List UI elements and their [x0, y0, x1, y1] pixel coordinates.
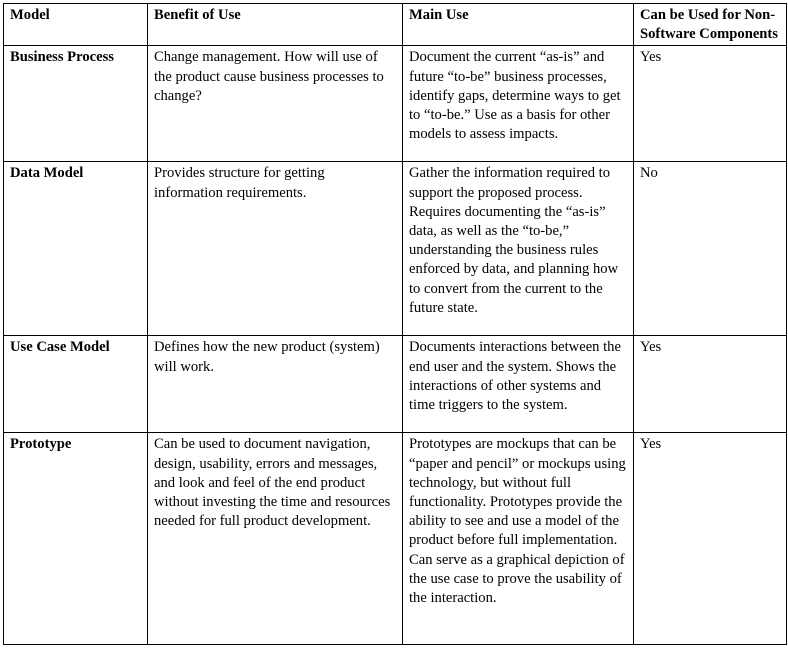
header-row	[4, 4, 787, 46]
main-use-cell: Gather the information required to support the proposed process. Requires documenting the “as-is” data, as well as the “to-be,” understanding the business rules enforced by data, and planning how to convert from the current to the future state.	[403, 162, 634, 336]
non-software-cell: Yes	[634, 336, 787, 433]
benefit-cell: Can be used to document navigation, design, usability, errors and messages, and look and feel of the end product without investing the time and resources needed for full product development.	[148, 433, 403, 645]
models-table	[3, 3, 787, 645]
non-software-cell: No	[634, 162, 787, 336]
model-cell: Data Model	[4, 162, 148, 336]
main-use-cell: Document the current “as-is” and future “to-be” business processes, identify gaps, determine ways to get to “to-be.” Use as a basis for other models to assess impacts.	[403, 46, 634, 162]
model-cell: Prototype	[4, 433, 148, 645]
benefit-cell: Change management. How will use of the product cause business processes to change?	[148, 46, 403, 162]
table-row	[4, 162, 787, 336]
main-use-cell: Prototypes are mockups that can be “paper and pencil” or mockups using technology, but without full functionality. Prototypes provide the ability to see and use a model of the product before full implementation. Can serve as a graphical depiction of the use case to prove the usability of the interaction.	[403, 433, 634, 645]
table-row	[4, 433, 787, 645]
header-model: Model	[4, 4, 148, 46]
non-software-cell: Yes	[634, 433, 787, 645]
benefit-cell: Defines how the new product (system) will work.	[148, 336, 403, 433]
header-non-software: Can be Used for Non-Software Components	[634, 4, 787, 46]
benefit-cell: Provides structure for getting information requirements.	[148, 162, 403, 336]
header-main-use: Main Use	[403, 4, 634, 46]
main-use-cell: Documents interactions between the end user and the system. Shows the interactions of other systems and time triggers to the system.	[403, 336, 634, 433]
model-cell: Use Case Model	[4, 336, 148, 433]
header-benefit: Benefit of Use	[148, 4, 403, 46]
model-cell: Business Process	[4, 46, 148, 162]
table-row	[4, 336, 787, 433]
non-software-cell: Yes	[634, 46, 787, 162]
table-row	[4, 46, 787, 162]
